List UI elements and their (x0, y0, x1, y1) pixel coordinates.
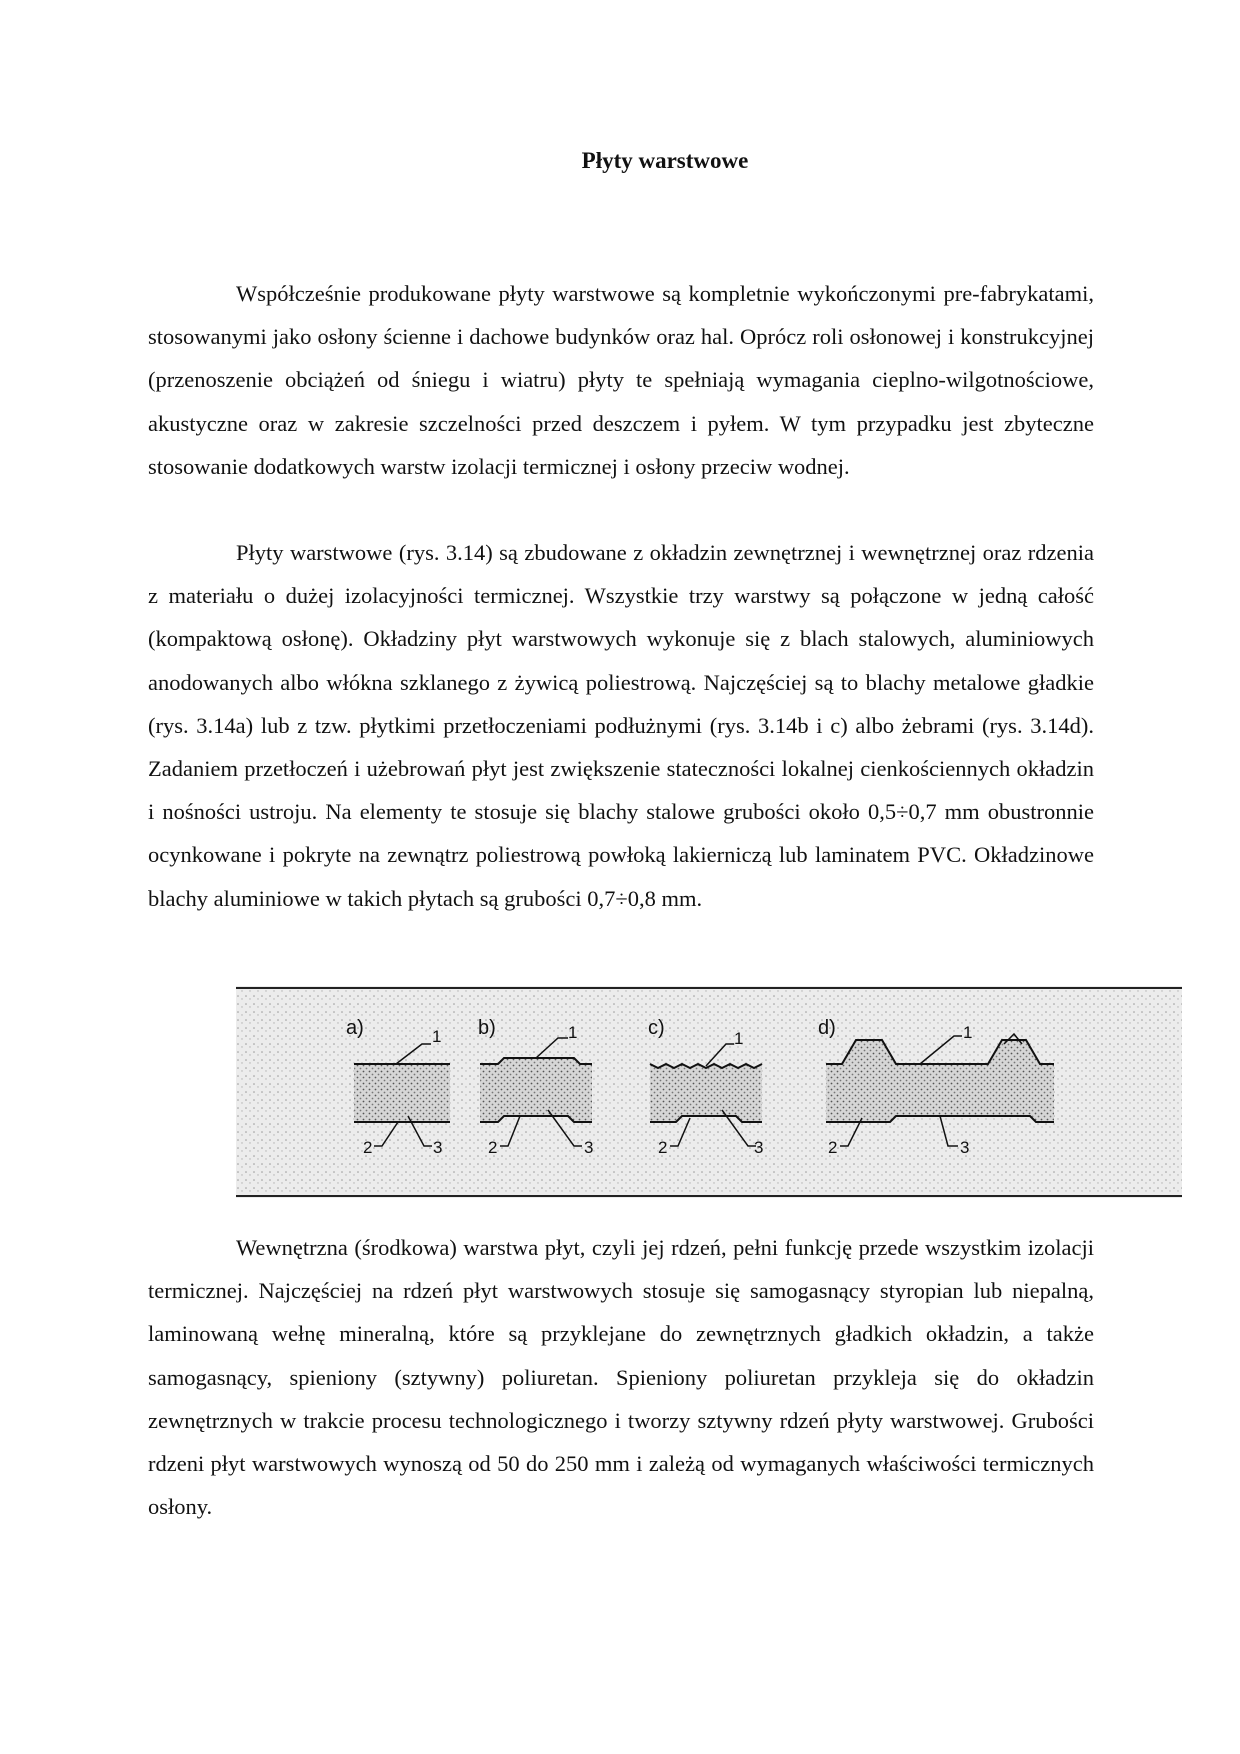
panel-c-label: c) (648, 1017, 665, 1039)
panel-d-callout-2: 2 (828, 1138, 838, 1157)
paragraph-2: Płyty warstwowe (rys. 3.14) są zbudowane z okładzin zewnętrznej i wewnętrznej oraz rdzenia z materiału o dużej izolacyjności termicznej. Wszystkie trzy warstwy są połączone w jedną całość (kompaktową osłonę). Okładziny płyt warstwowych wykonuje się z blach stalowych, aluminiowych anodowanych albo włókna szklanego z żywicą poliestrową. Najczęściej są to blachy metalowe gładkie (rys. 3.14a) lub z tzw. płytkimi przetłoczeniami podłużnymi (rys. 3.14b i c) albo żebrami (rys. 3.14d). Zadaniem przetłoczeń i użebrowań płyt jest zwiększenie stateczności lokalnej cienkościennych okładzin i nośności ustroju. Na elementy te stosuje się blachy stalowe grubości około 0,5÷0,7 mm obustronnie ocynkowane i pokryte na zewnątrz poliestrową powłoką lakierniczą lub laminatem PVC. Okładzinowe blachy aluminiowe w takich płytach są grubości 0,7÷0,8 mm. (148, 540, 1094, 911)
panel-b-callout-3: 3 (584, 1138, 594, 1157)
page-title: Płyty warstwowe (581, 148, 749, 173)
panel-c-core (650, 1064, 762, 1122)
panel-b-callout-1: 1 (568, 1023, 578, 1042)
panel-a-callout-1: 1 (432, 1027, 442, 1046)
panel-c-callout-3: 3 (754, 1138, 764, 1157)
panel-a-callout-2: 2 (363, 1138, 373, 1157)
panel-c-callout-1: 1 (734, 1029, 744, 1048)
panel-b-label: b) (478, 1017, 496, 1039)
paragraph-3: Wewnętrzna (środkowa) warstwa płyt, czyli jej rdzeń, pełni funkcję przede wszystkim izolacji termicznej. Najczęściej na rdzeń płyt warstwowych stosuje się samogasnący styropian lub niepalną, laminowaną wełnę mineralną, które są przyklejane do zewnętrznych gładkich okładzin, a także samogasnący, spieniony (sztywny) poliuretan. Spieniony poliuretan przykleja się do okładzin zewnętrznych w trakcie procesu technologicznego i tworzy sztywny rdzeń płyty warstwowej. Grubości rdzeni płyt warstwowych wynoszą od 50 do 250 mm i zależą od wymaganych właściwości termicznych osłony. (148, 1235, 1094, 1520)
sandwich-panel-figure (236, 986, 1182, 1198)
panel-d-callout-1: 1 (963, 1023, 973, 1042)
panel-c-callout-2: 2 (658, 1138, 668, 1157)
paragraph-1: Współcześnie produkowane płyty warstwowe są kompletnie wykończonymi pre-fabrykatami, stosowanymi jako osłony ścienne i dachowe budynków oraz hal. Oprócz roli osłonowej i konstrukcyjnej (przenoszenie obciążeń od śniegu i wiatru) płyty te spełniają wymagania cieplno-wilgotnościowe, akustyczne oraz w zakresie szczelności przed deszczem i pyłem. W tym przypadku jest zbyteczne stosowanie dodatkowych warstw izolacji termicznej i osłony przeciw wodnej. (148, 281, 1094, 479)
panel-b-callout-2: 2 (488, 1138, 498, 1157)
panel-d-callout-3: 3 (960, 1138, 970, 1157)
panel-a-label: a) (346, 1017, 364, 1039)
panel-d-label: d) (818, 1017, 836, 1039)
panel-b-core (480, 1058, 592, 1122)
panel-a-callout-3: 3 (433, 1138, 443, 1157)
panel-a-core (354, 1064, 450, 1122)
